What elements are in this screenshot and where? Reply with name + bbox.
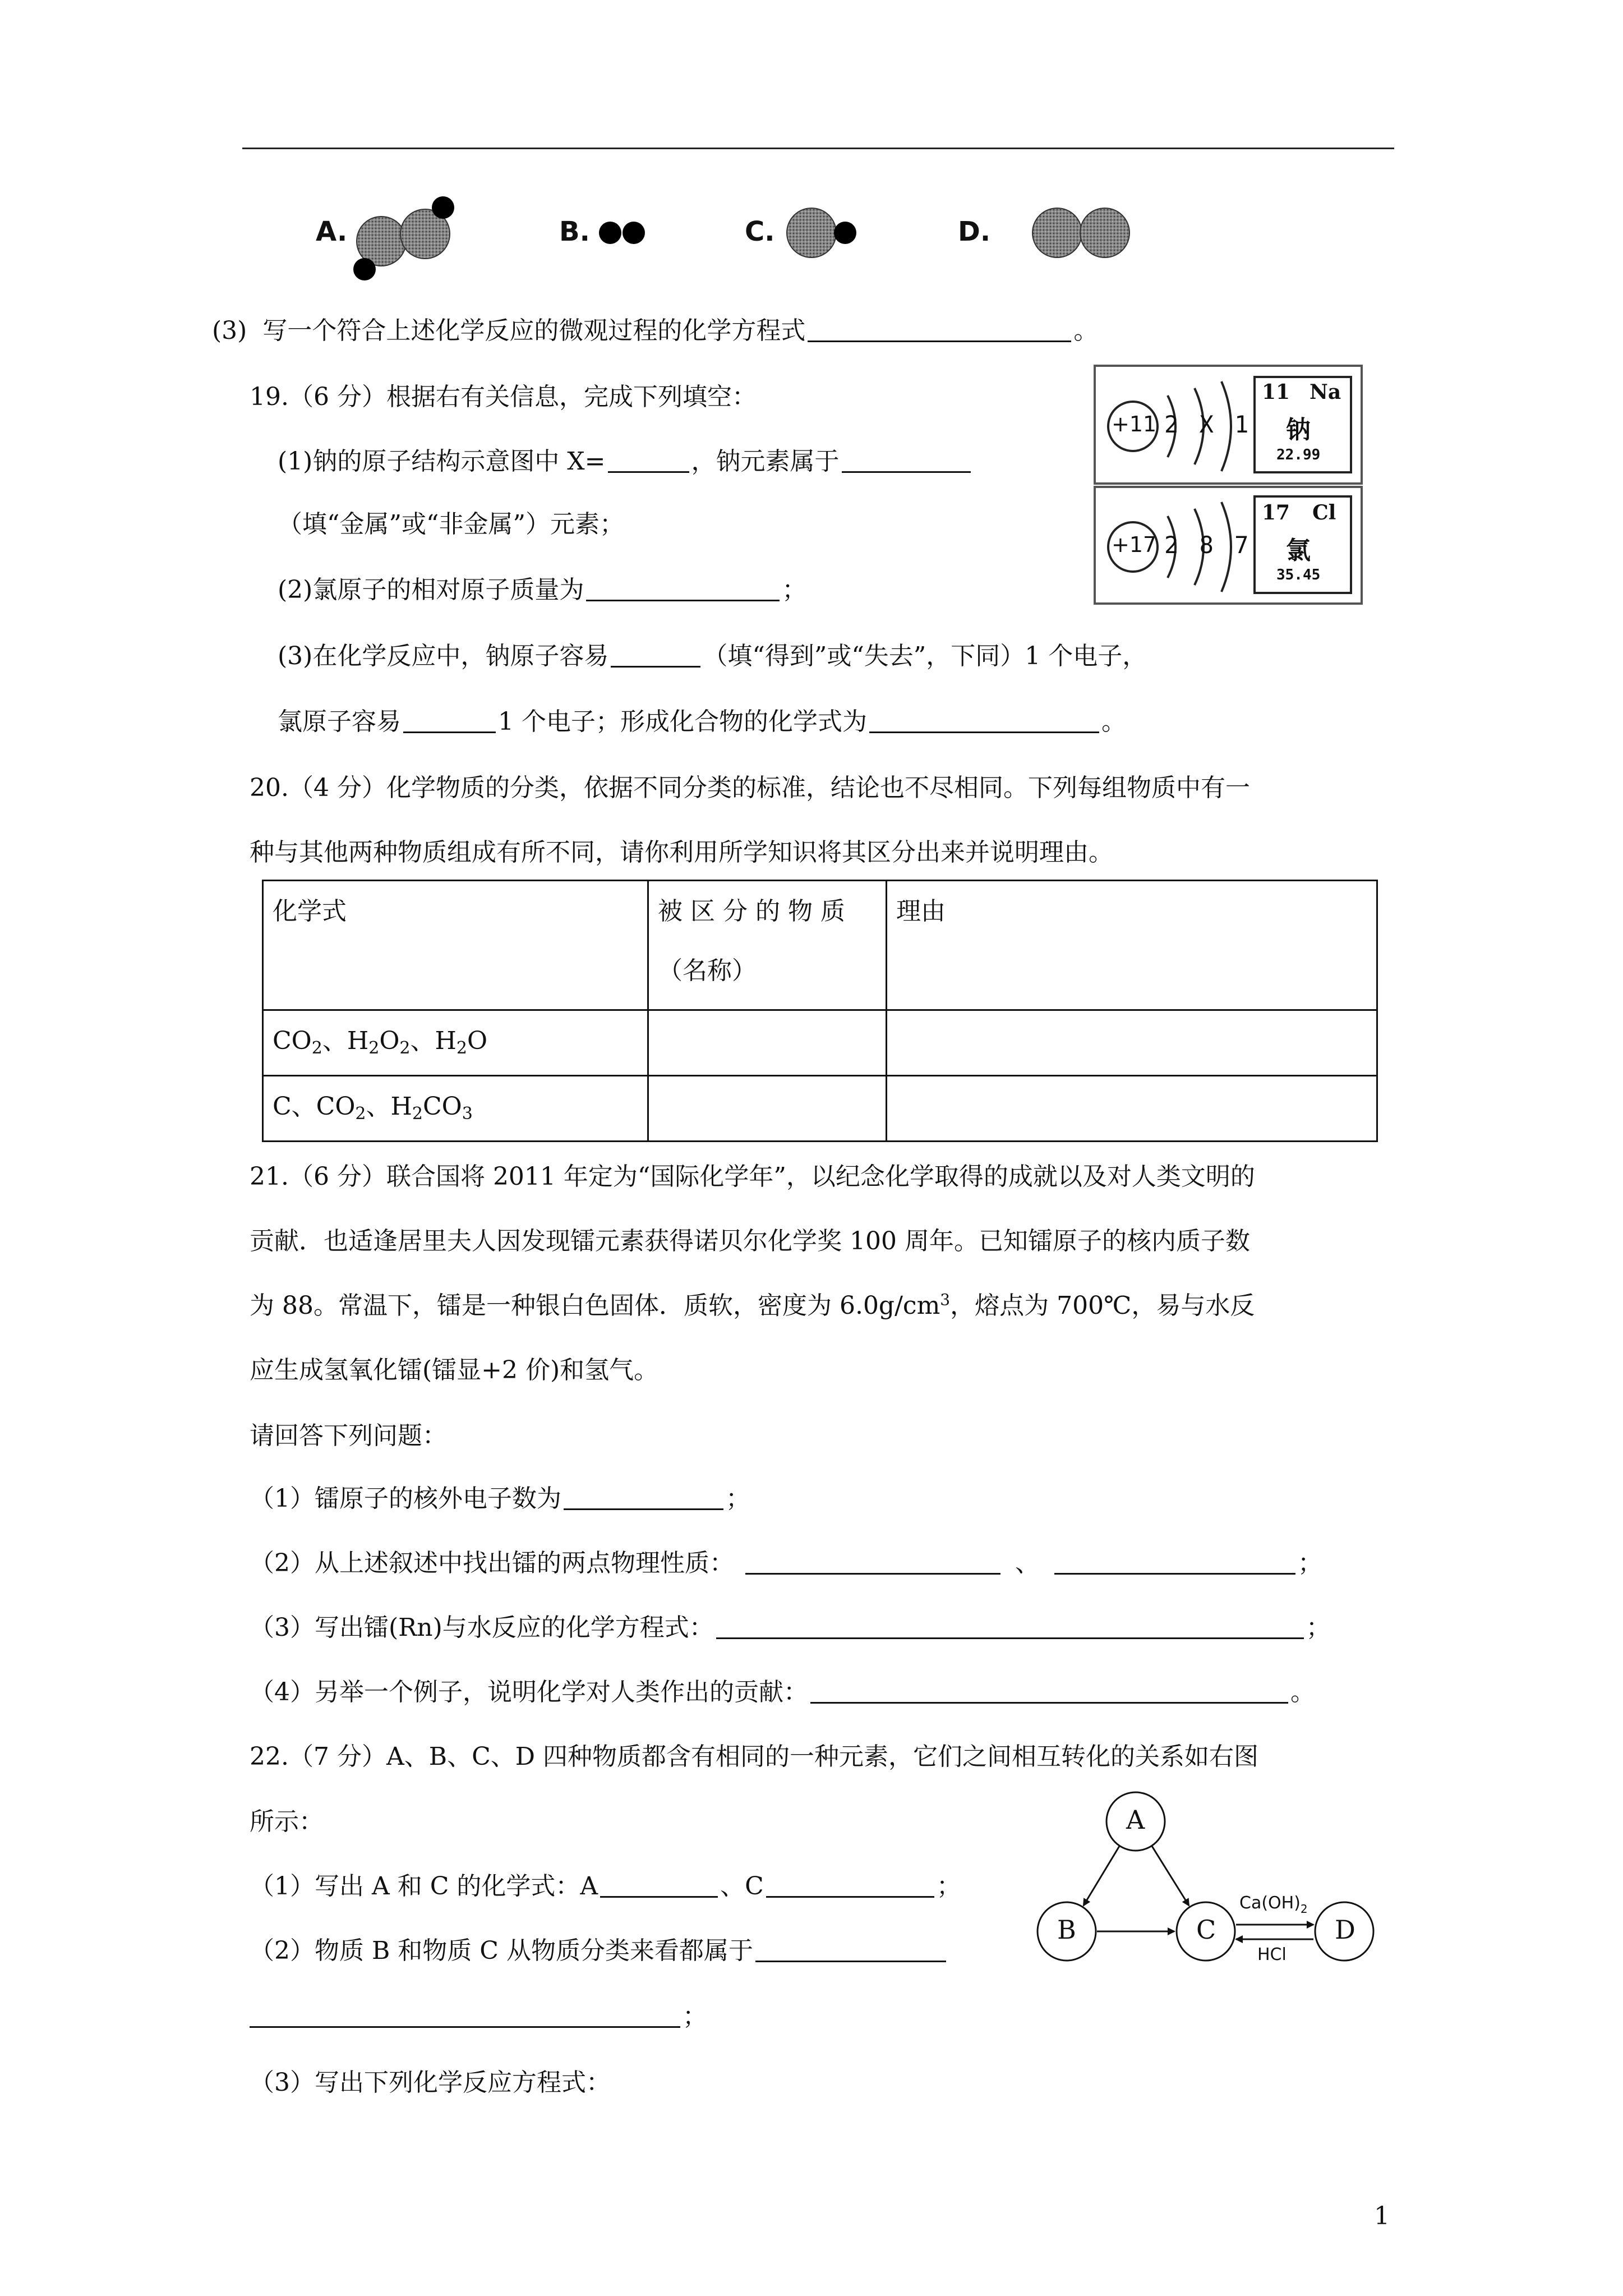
na-nucleus: +11 [1112,412,1157,436]
q21-contribution-blank[interactable] [810,1677,1288,1704]
row1-substance-cell[interactable] [648,1010,887,1076]
molecule-a-icon [348,194,460,283]
header-substance [648,881,887,1010]
cl-name: 氯 [1286,536,1311,565]
q19-formula-blank[interactable] [869,707,1099,733]
molecule-b-icon [594,216,662,250]
cl-symbol: Cl [1312,501,1336,524]
relation-diagram [1026,1787,1391,1977]
option-d-label: D. [958,216,991,247]
q21-line1: 21.（6 分）联合国将 2011 年定为“国际化学年”，以纪念化学取得的成就以及对人类文明的 [250,1162,1255,1191]
q21-property1-blank[interactable] [745,1548,1000,1575]
header-rule [242,148,1394,149]
q19-line3 [278,573,806,607]
header-formula: 化学式 [263,881,648,1010]
q21-electron-blank[interactable] [564,1484,723,1510]
edge-label-caoh2: $Ca(OH)_2$ [1239,1893,1308,1916]
header-substance-line2: （名称） [658,956,757,985]
q18-part3-end: 。 [1073,316,1099,345]
page-number: 1 [1374,2202,1390,2230]
cl-nucleus: +17 [1112,532,1157,557]
q18-part3-blank[interactable] [808,316,1071,342]
q22-c-blank[interactable] [766,1871,934,1898]
relation-diagram-graphic [1026,1787,1391,1977]
option-b-label: B. [559,216,590,247]
q22-line1: 22.（7 分）A、B、C、D 四种物质都含有相同的一种元素，它们之间相互转化的关系如右图 [250,1742,1258,1771]
na-name: 钠 [1286,416,1311,444]
option-a-label: A. [316,216,348,247]
header-reason: 理由 [887,881,1377,1010]
na-number: 11 [1262,380,1290,404]
q19-line2: （填“金属”或“非金属”）元素； [278,510,624,539]
q20-line2: 种与其他两种物质组成有所不同，请你利用所学知识将其区分出来并说明理由。 [250,838,1113,867]
row2-reason-cell[interactable] [887,1076,1377,1142]
q19-line4-text-b: （填“得到”或“失去”，下同）1 个电子， [703,642,1147,670]
q19-line3-text: (2)氯原子的相对原子质量为 [278,576,584,604]
header-substance-line1: 被 区 分 的 物 质 [658,897,845,926]
q21-part2: （2）从上述叙述中找出镭的两点物理性质： 、 ； [250,1549,1322,1577]
table-header-row [263,881,1377,1010]
na-symbol: Na [1310,380,1341,404]
molecule-d-icon [1029,202,1136,264]
row2-formulas: C、$CO_2$、$H_2CO_3$ [263,1076,648,1142]
q20-line1: 20.（4 分）化学物质的分类，依据不同分类的标准，结论也不尽相同。下列每组物质中有一 [250,774,1250,802]
q21-part3: （3）写出镭(Rn)与水反应的化学方程式： ； [250,1613,1331,1642]
q22-line2: 所示： [250,1807,324,1836]
q19-line4-text-a: (3)在化学反应中，钠原子容易 [278,642,609,670]
q22-part1: （1）写出 A 和 C 的化学式：A 、C ； [250,1872,961,1901]
q19-line1-text-b: ，钠元素属于 [691,447,840,476]
cl-number: 17 [1262,501,1290,524]
classification-table [262,880,1378,1142]
table-row [263,1076,1377,1142]
q19-line1-text-a: (1)钠的原子结构示意图中 X= [278,447,606,476]
cl-shells: 2 8 7 [1164,531,1252,559]
q22-class-blank-b[interactable] [250,2001,680,2028]
q19-title: 19.（6 分）根据右有关信息，完成下列填空： [250,383,757,411]
q22-part3: （3）写出下列化学反应方程式： [250,2068,611,2097]
q21-line3: 为 88。常温下，镭是一种银白色固体．质软，密度为 $6.0g/cm^3$，熔点为 700℃，易与水反 [250,1290,1255,1320]
q21-equation-blank[interactable] [716,1613,1304,1639]
node-d: D [1335,1915,1355,1945]
q18-part3-text: 写一个符合上述化学反应的微观过程的化学方程式 [262,316,806,345]
table-row [263,1010,1377,1076]
q22-a-blank[interactable] [600,1871,718,1898]
q21-part1: （1）镭原子的核外电子数为 ； [250,1484,750,1513]
q18-part3-number: (3) [212,316,247,345]
option-c-label: C. [745,216,775,247]
na-shells: 2 X 1 [1164,411,1252,438]
q19-cl-blank[interactable] [403,707,496,733]
q22-part2-continued: ； [250,2000,707,2033]
row2-substance-cell[interactable] [648,1076,887,1142]
cl-mass: 35.45 [1276,567,1321,583]
q19-line1 [278,445,973,478]
q19-na-blank[interactable] [611,641,700,668]
q22-class-blank-a[interactable] [755,1936,946,1962]
node-b: B [1057,1915,1076,1945]
q19-line4 [278,639,1147,673]
q19-line5-text-b: 1 个电子；形成化合物的化学式为 [498,707,867,736]
q21-part4: （4）另举一个例子，说明化学对人类作出的贡献： 。 [250,1678,1315,1706]
q18-part3 [212,314,1098,348]
edge-label-hcl: HCl [1257,1945,1287,1964]
q21-line5: 请回答下列问题： [250,1421,447,1450]
q19-element-type-blank[interactable] [842,447,971,473]
q19-line5 [278,705,1126,739]
node-a: A [1126,1805,1145,1835]
q19-line5-end: 。 [1101,707,1126,736]
atom-structure-figure [1094,365,1363,605]
na-mass: 22.99 [1276,447,1321,463]
q19-x-blank[interactable] [608,447,689,473]
q22-part2: （2）物质 B 和物质 C 从物质分类来看都属于 [250,1934,948,1968]
row1-formulas: $CO_2$、$H_2O_2$、$H_2O$ [263,1010,648,1076]
node-c: C [1196,1915,1216,1945]
q21-line2: 贡献．也适逢居里夫人因发现镭元素获得诺贝尔化学奖 100 周年。已知镭原子的核内质子数 [250,1227,1250,1255]
molecule-c-icon [782,202,866,264]
q19-cl-mass-blank[interactable] [586,575,780,601]
q19-line5-text-a: 氯原子容易 [278,707,401,736]
q21-line4: 应生成氢氧化镭(镭显+2 价)和氢气。 [250,1356,659,1384]
q21-property2-blank[interactable] [1054,1548,1295,1575]
row1-reason-cell[interactable] [887,1010,1377,1076]
q19-line3-end: ； [782,576,807,604]
